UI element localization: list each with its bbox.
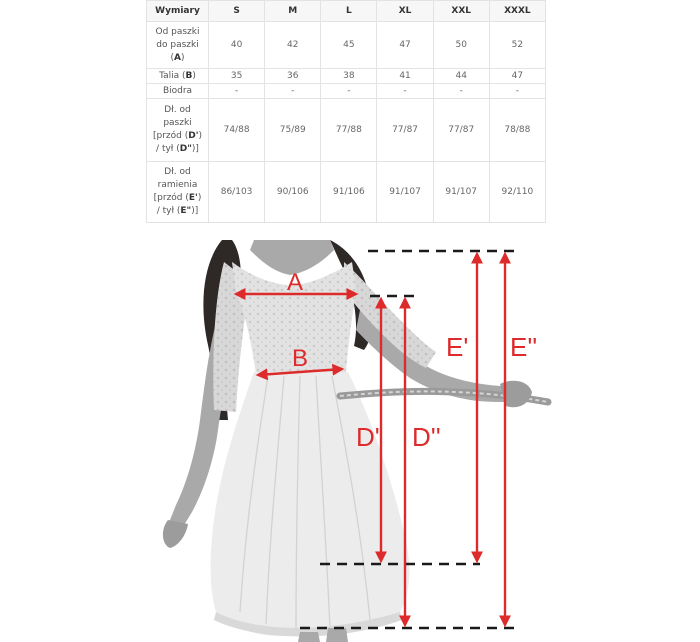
label-line: paszki — [163, 118, 192, 128]
label-line: Talia ( — [159, 70, 186, 81]
table-cell: 92/110 — [489, 162, 545, 223]
table-cell: 77/88 — [321, 99, 377, 162]
table-cell: 42 — [265, 22, 321, 69]
label-b: B — [292, 345, 309, 372]
table-cell: 36 — [265, 69, 321, 84]
table-cell: 77/87 — [377, 99, 433, 162]
table-cell: - — [377, 84, 433, 99]
label-line: ) — [198, 131, 202, 141]
label-line: Dł. od — [164, 167, 191, 177]
measurement-code: D' — [188, 131, 199, 141]
table-cell: 40 — [209, 22, 265, 69]
measurement-code: A — [174, 52, 181, 63]
label-e-front: E' — [446, 332, 469, 362]
table-row — [147, 162, 546, 223]
row-label — [147, 69, 209, 84]
table-header-cell: L — [321, 1, 377, 22]
row-label — [147, 99, 209, 162]
table-cell: 47 — [377, 22, 433, 69]
label-line: )] — [191, 206, 199, 216]
table-cell: 44 — [433, 69, 489, 84]
table-cell: - — [209, 84, 265, 99]
table-header-row — [147, 1, 546, 22]
table-header-cell: S — [209, 1, 265, 22]
table-cell: 78/88 — [489, 99, 545, 162]
size-table — [146, 0, 546, 223]
table-cell: 47 — [489, 69, 545, 84]
label-line: )] — [191, 144, 199, 154]
label-line: [przód ( — [153, 131, 189, 141]
table-cell: 35 — [209, 69, 265, 84]
table-cell: - — [321, 84, 377, 99]
table-cell: 38 — [321, 69, 377, 84]
table-cell: 91/107 — [377, 162, 433, 223]
label-e-back: E'' — [510, 332, 538, 362]
label-line: do paszki — [156, 39, 199, 50]
table-header-cell: XXXL — [489, 1, 545, 22]
label-line: Dł. od — [164, 105, 191, 115]
table-cell: 91/107 — [433, 162, 489, 223]
table-cell: 77/87 — [433, 99, 489, 162]
measurement-figure — [0, 228, 700, 642]
label-line: / tył ( — [156, 144, 180, 154]
measurement-code: D" — [179, 144, 192, 154]
table-cell: 45 — [321, 22, 377, 69]
table-header-cell: M — [265, 1, 321, 22]
table-cell: - — [265, 84, 321, 99]
measurement-code: E" — [180, 206, 192, 216]
table-cell: - — [433, 84, 489, 99]
table-cell: 90/106 — [265, 162, 321, 223]
label-line: [przód ( — [153, 193, 189, 203]
table-cell: 86/103 — [209, 162, 265, 223]
label-d-back: D'' — [412, 422, 441, 452]
row-label — [147, 162, 209, 223]
label-a: A — [287, 269, 304, 296]
table-header-cell: XL — [377, 1, 433, 22]
table-cell: 41 — [377, 69, 433, 84]
dress-measurement-diagram — [0, 228, 700, 642]
table-cell: 52 — [489, 22, 545, 69]
table-cell: - — [489, 84, 545, 99]
skirt — [211, 372, 410, 636]
table-cell: 74/88 — [209, 99, 265, 162]
table-cell: 50 — [433, 22, 489, 69]
table-row — [147, 84, 546, 99]
left-hand — [163, 520, 188, 548]
table-header-cell: Wymiary — [147, 1, 209, 22]
table-row — [147, 69, 546, 84]
measurement-code: E' — [188, 193, 198, 203]
table-row — [147, 22, 546, 69]
table-cell: 91/106 — [321, 162, 377, 223]
table-cell: 75/89 — [265, 99, 321, 162]
measurement-code: B — [185, 70, 193, 81]
label-line: ramienia — [157, 180, 198, 190]
label-d-front: D' — [356, 422, 380, 452]
label-line: ( — [170, 52, 175, 63]
table-header-cell: XXL — [433, 1, 489, 22]
label-line: ) — [192, 70, 196, 81]
label-line: ) — [197, 193, 202, 203]
label-line: / tył ( — [156, 206, 181, 216]
label-line: ) — [180, 52, 185, 63]
label-line: Od paszki — [155, 26, 200, 37]
row-label — [147, 22, 209, 69]
table-row — [147, 99, 546, 162]
row-label: Biodra — [147, 84, 209, 99]
